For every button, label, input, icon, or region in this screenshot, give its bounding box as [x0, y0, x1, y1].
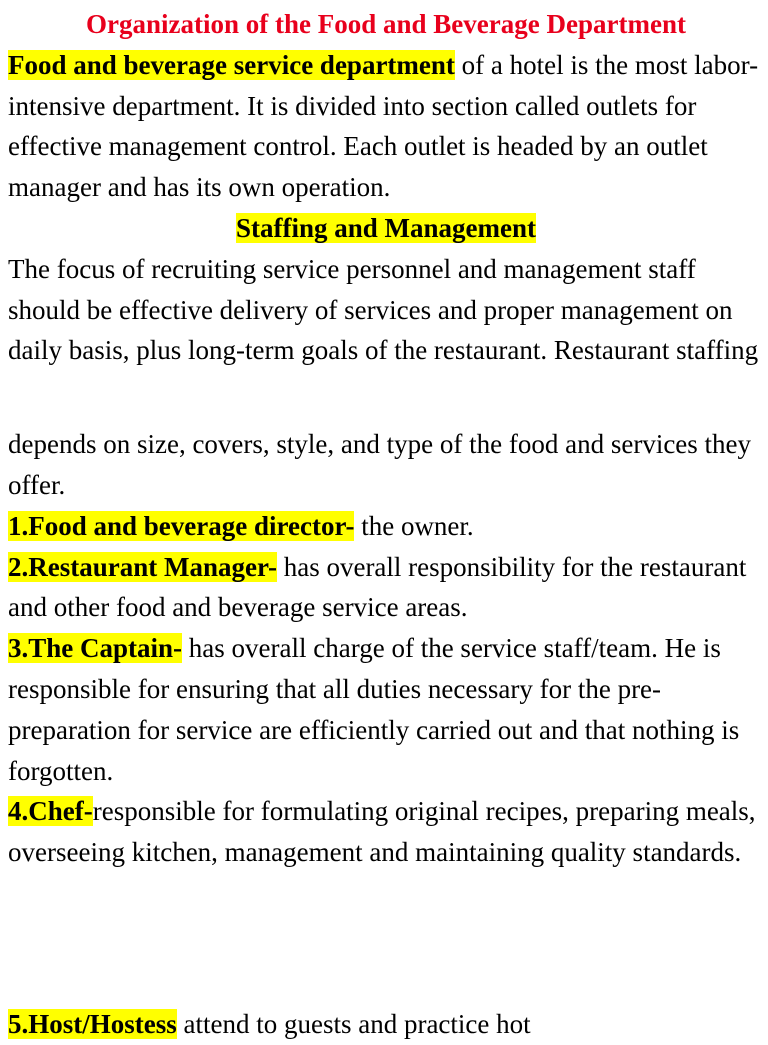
document-title: Organization of the Food and Beverage Department	[86, 9, 686, 39]
list-item	[8, 791, 764, 873]
list-item-term: 4.Chef-	[8, 796, 93, 827]
page-gap	[8, 371, 764, 424]
cut-off-term: 5.Host/Hostess	[8, 1009, 177, 1039]
section-heading	[8, 208, 764, 249]
list-item-term: 1.Food and beverage director-	[8, 510, 355, 541]
intro-text: of a hotel is the most labor-intensive department. It is divided into section called outlets for effective management control. Each outlet is headed by an outlet manager and has its own operation.	[8, 49, 759, 203]
list-item	[8, 506, 764, 547]
cut-off-desc: attend to guests and practice hot	[176, 1009, 531, 1039]
list-item-desc: has overall responsibility for the restaurant and other food and beverage service areas.	[8, 551, 747, 623]
document-page	[8, 4, 764, 873]
list-item-term: 3.The Captain-	[8, 633, 183, 664]
intro-lead-highlight: Food and beverage service department	[8, 49, 455, 80]
intro-paragraph	[8, 45, 764, 208]
list-item-desc: has overall charge of the service staff/team. He is responsible for ensuring that all duties necessary for the pre-preparation for service are efficiently carried out and that nothing is forgotten.	[8, 633, 740, 786]
list-item-desc: the owner.	[354, 510, 474, 541]
list-item-desc: responsible for formulating original recipes, preparing meals, overseeing kitchen, management and maintaining quality standards.	[8, 796, 756, 868]
list-item	[8, 628, 764, 791]
staffing-paragraph-bottom: depends on size, covers, style, and type of the food and services they offer.	[8, 429, 752, 500]
section-heading-text: Staffing and Management	[235, 212, 536, 243]
staffing-paragraph-top: The focus of recruiting service personnel and management staff should be effective delivery of services and proper management on daily basis, plus long-term goals of the restaurant. Restaurant staffing	[8, 253, 759, 366]
list-item	[8, 547, 764, 629]
cut-off-line	[8, 1004, 531, 1045]
list-item-term: 2.Restaurant Manager-	[8, 551, 277, 582]
